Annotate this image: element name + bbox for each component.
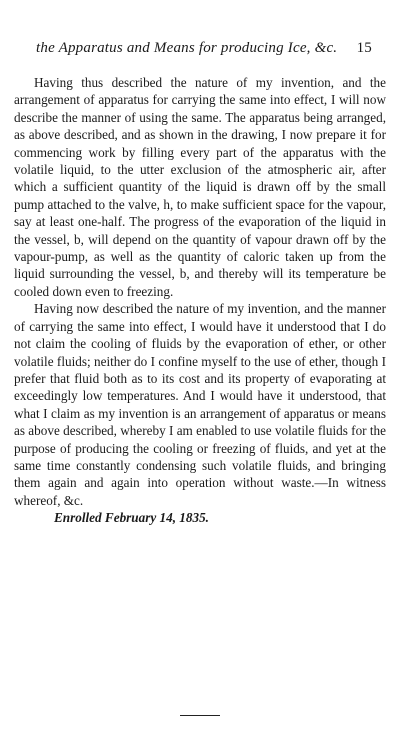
running-header (36, 40, 372, 62)
page-number: 15 (356, 40, 372, 56)
body-text (14, 74, 386, 527)
paragraph-2: Having now described the nature of my invention, and the manner of carrying the same into effect, I would have it understood that I do not claim the cooling of fluids by the evaporation of ether, or other volatile fluids; neither do I confine myself to the use of ether, though I prefer that fluid both as to its cost and its property of evaporating at exceedingly low temperatures. And I would have it understood, that what I claim as my invention is an arrangement of apparatus or means as above described, whereby I am enabled to use volatile fluids for the purpose of producing the cooling or freezing of fluids, and yet at the same time constantly condensing such volatile fluids, and bringing them again and again into operation without waste.—In witness whereof, &c. (14, 301, 386, 508)
paragraph-1: Having thus described the nature of my invention, and the arrangement of apparatus for carrying the same into effect, I will now describe the manner of using the same. The apparatus being arranged, as above described, and as shown in the drawing, I now prepare it for commencing work by filling every part of the apparatus with the volatile liquid, to the utter exclusion of the atmospheric air, after which a sufficient quantity of the liquid is drawn off by the small pump attached to the valve, h, to make sufficient space for the vapour, say at least one-half. The progress of the evaporation of the liquid in the vessel, b, will depend on the quantity of vapour drawn off by the vapour-pump, as well as the quantity of caloric taken up from the liquid surrounding the vessel, b, and thereby will its temperature be cooled down even to freezing. (14, 75, 386, 299)
enrolled-date: Enrolled February 14, 1835. (54, 510, 209, 526)
running-title: the Apparatus and Means for producing Ice, &c. (36, 40, 338, 56)
closing-rule (180, 715, 220, 716)
